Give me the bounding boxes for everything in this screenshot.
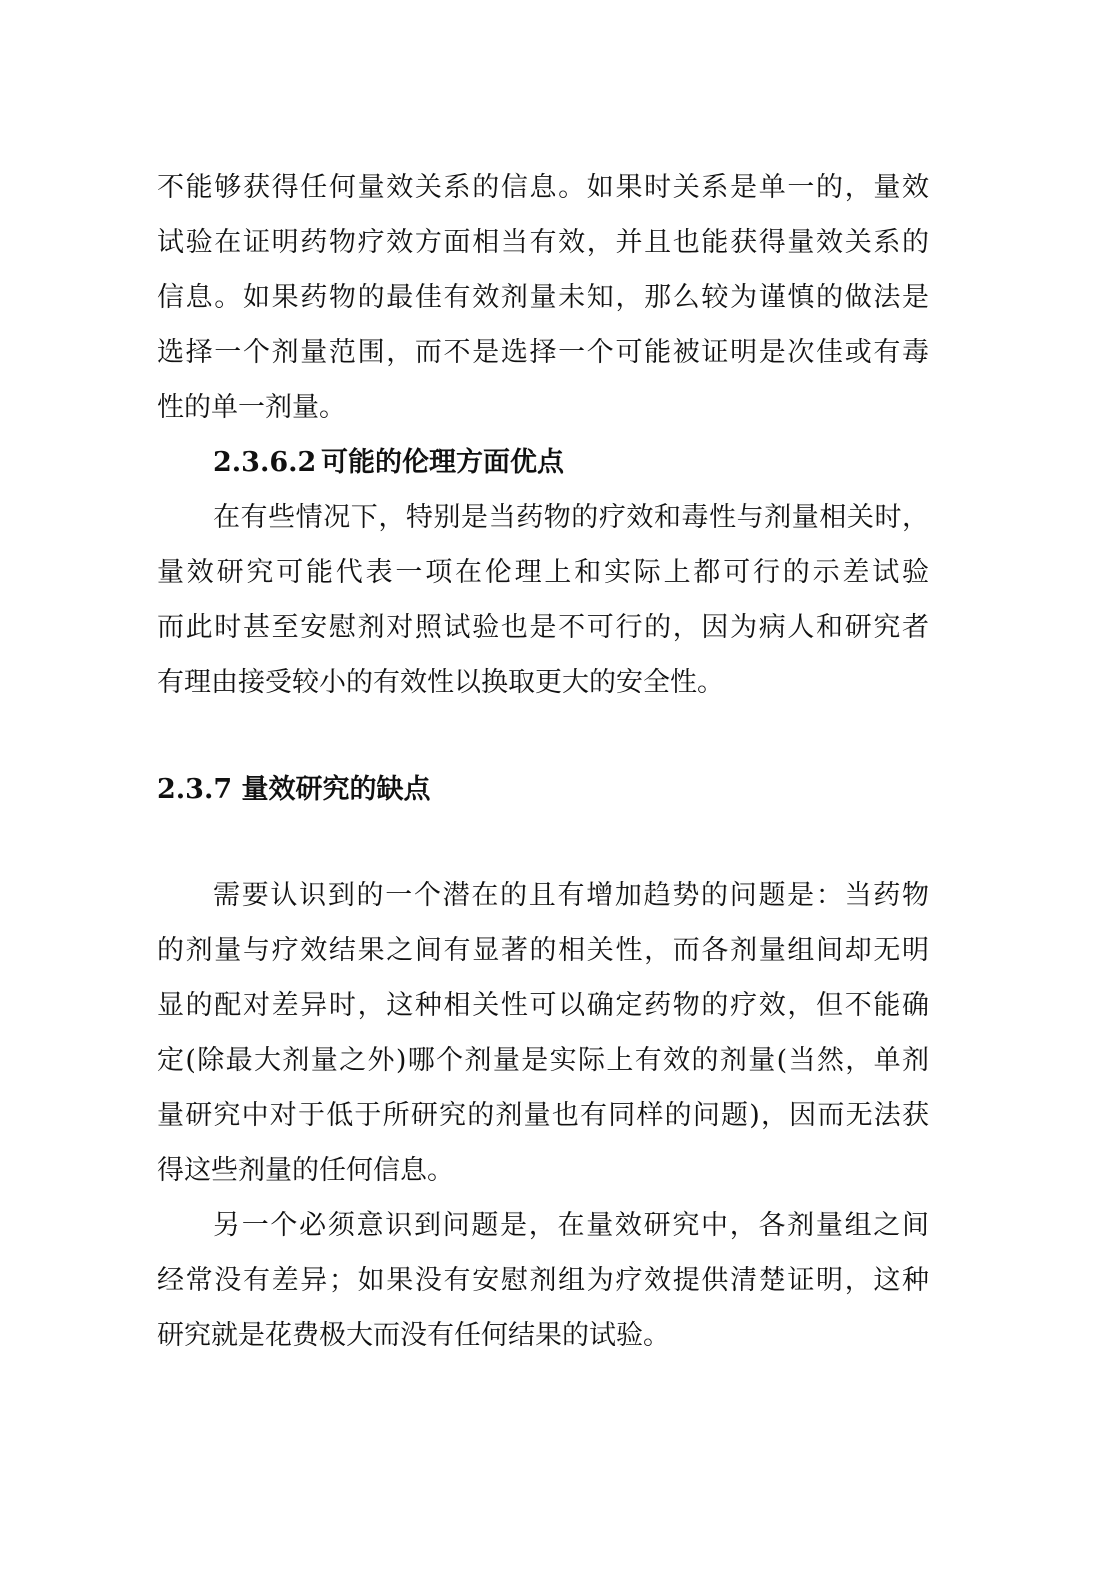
paragraph-line: 选择一个剂量范围，而不是选择一个可能被证明是次佳或有毒 [157,337,929,368]
paragraph-line: 的剂量与疗效结果之间有显著的相关性，而各剂量组间却无明 [157,935,929,966]
lower-content [157,868,929,1363]
subsection-number: 2.3.6.2 [213,447,317,478]
paragraph-1 [157,160,929,435]
paragraph-line: 试验在证明药物疗效方面相当有效，并且也能获得量效关系的 [157,227,929,258]
paragraph-2 [157,490,929,710]
section-heading: 2.3.7 量效研究的缺点 [157,774,431,805]
paragraph-line: 需要认识到的一个潜在的且有增加趋势的问题是：当药物 [213,880,929,911]
paragraph-line: 信息。如果药物的最佳有效剂量未知，那么较为谨慎的做法是 [157,282,929,313]
paragraph-line: 得这些剂量的任何信息。 [157,1155,454,1186]
subsection-heading [157,435,929,490]
paragraph-line: 量研究中对于低于所研究的剂量也有同样的问题)，因而无法获 [157,1100,929,1131]
paragraph-line: 量效研究可能代表一项在伦理上和实际上都可行的示差试验 [157,557,929,588]
paragraph-line: 性的单一剂量。 [157,392,346,423]
paragraph-4 [157,1198,929,1363]
paragraph-line: 不能够获得任何量效关系的信息。如果时关系是单一的，量效 [157,172,929,203]
paragraph-line: 研究就是花费极大而没有任何结果的试验。 [157,1320,670,1351]
paragraph-line: 显的配对差异时，这种相关性可以确定药物的疗效，但不能确 [157,990,929,1021]
paragraph-line: 而此时甚至安慰剂对照试验也是不可行的，因为病人和研究者 [157,612,929,643]
upper-content [157,160,929,710]
subsection-title: 可能的伦理方面优点 [321,447,564,478]
paragraph-line: 经常没有差异；如果没有安慰剂组为疗效提供清楚证明，这种 [157,1265,929,1296]
paragraph-line: 在有些情况下，特别是当药物的疗效和毒性与剂量相关时， [213,502,929,533]
paragraph-3 [157,868,929,1198]
paragraph-line: 定(除最大剂量之外)哪个剂量是实际上有效的剂量(当然，单剂 [157,1045,929,1076]
paragraph-line: 另一个必须意识到问题是，在量效研究中，各剂量组之间 [213,1210,929,1241]
paragraph-line: 有理由接受较小的有效性以换取更大的安全性。 [157,667,724,698]
